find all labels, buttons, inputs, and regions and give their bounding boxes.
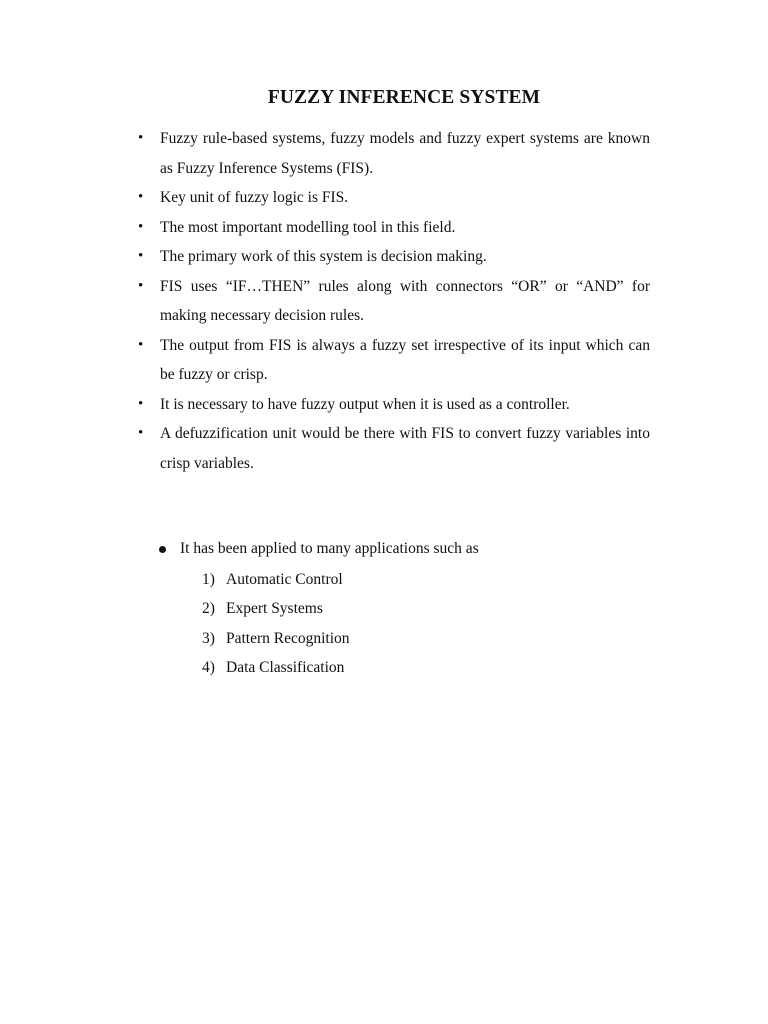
application-label: Automatic Control — [226, 571, 343, 588]
list-item-text: It is necessary to have fuzzy output when it is used as a controller. — [160, 395, 570, 413]
bullet-icon: • — [138, 130, 144, 146]
bullet-icon: • — [138, 395, 144, 412]
application-item — [0, 653, 479, 682]
application-item — [0, 565, 479, 594]
list-item — [0, 272, 650, 331]
application-number: 1) — [202, 571, 215, 588]
application-item — [0, 624, 479, 653]
application-item — [0, 594, 479, 623]
list-item — [0, 331, 650, 390]
page-title: FUZZY INFERENCE SYSTEM — [267, 87, 541, 108]
bullet-icon: • — [138, 336, 144, 353]
list-item-text: FIS uses “IF…THEN” rules along with connectors “OR” or “AND” for making necessary decision rules. — [160, 277, 650, 324]
bullet-icon: • — [138, 189, 144, 205]
application-label: Data Classification — [226, 658, 345, 676]
application-number: 3) — [202, 629, 215, 647]
bullet-icon: • — [138, 277, 144, 294]
list-item — [0, 183, 650, 213]
application-label: Expert Systems — [226, 600, 323, 618]
application-label: Pattern Recognition — [226, 629, 350, 647]
list-item — [0, 419, 650, 478]
list-item-text: The primary work of this system is decision making. — [160, 248, 487, 265]
application-number: 4) — [202, 658, 215, 676]
bullet-list — [0, 124, 650, 478]
list-item — [0, 213, 650, 243]
list-item — [0, 242, 650, 272]
application-number: 2) — [202, 600, 215, 618]
applications-list — [0, 565, 479, 682]
list-item-text: Fuzzy rule-based systems, fuzzy models and fuzzy expert systems are known as Fuzzy Inference Systems (FIS). — [160, 130, 650, 177]
list-item-text: A defuzzification unit would be there with FIS to convert fuzzy variables into crisp variables. — [160, 425, 650, 472]
list-item-text: The most important modelling tool in this field. — [160, 218, 456, 236]
applications-lead-text: It has been applied to many applications such as — [180, 540, 479, 557]
applications-lead — [0, 535, 479, 563]
list-item-text: The output from FIS is always a fuzzy set irrespective of its input which can be fuzzy or crisp. — [160, 336, 650, 383]
bullet-icon: • — [138, 218, 144, 235]
bullet-icon: • — [138, 425, 144, 441]
applications-section — [0, 535, 479, 682]
bullet-icon: • — [138, 248, 144, 264]
list-item-text: Key unit of fuzzy logic is FIS. — [160, 189, 349, 206]
list-item — [0, 124, 650, 183]
bullet-dot-icon — [159, 546, 166, 553]
list-item — [0, 390, 650, 420]
